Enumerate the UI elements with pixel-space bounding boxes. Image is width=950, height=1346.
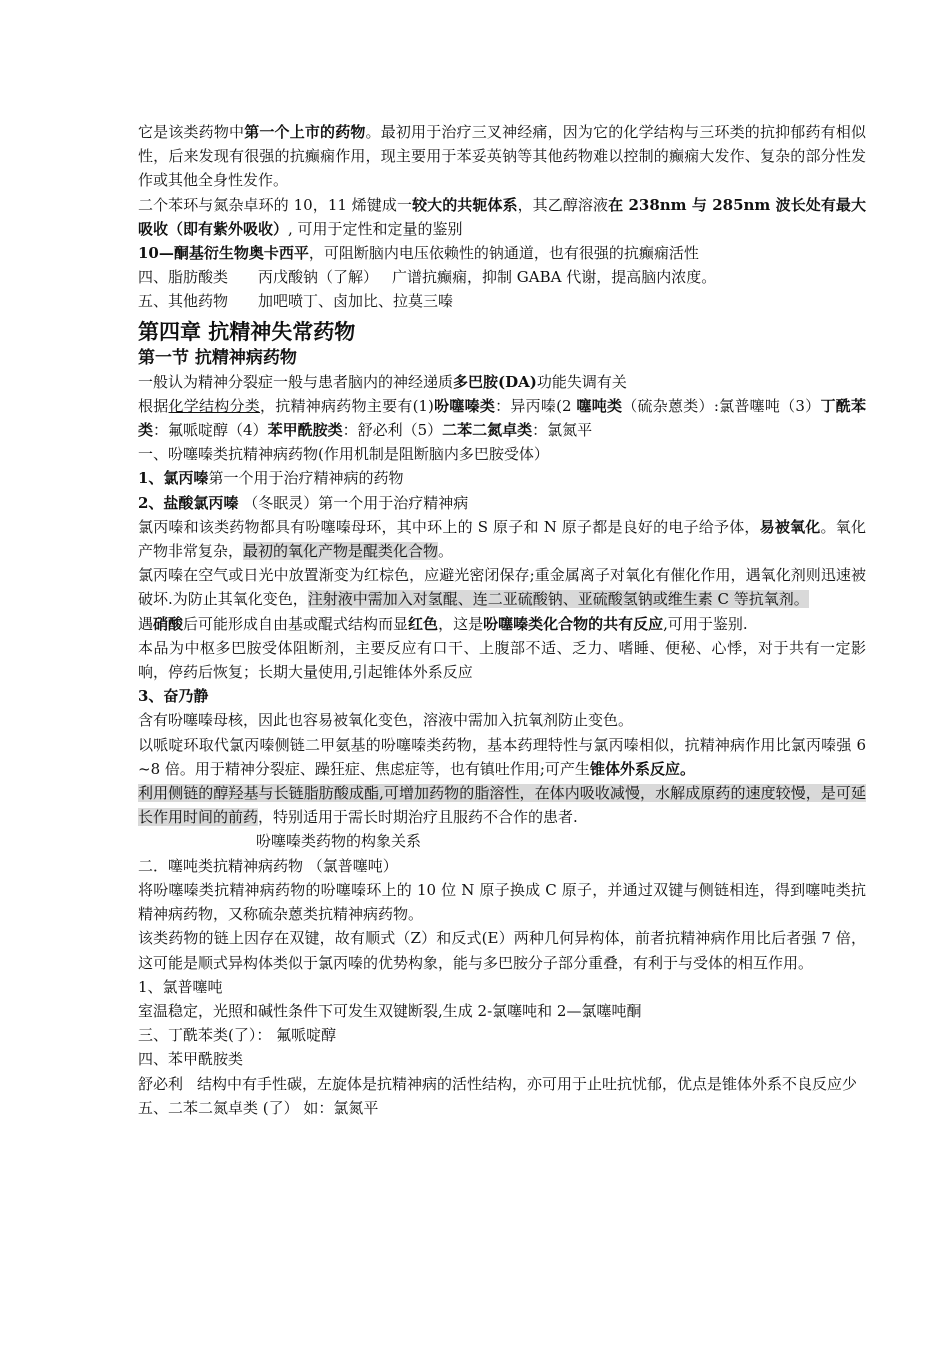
emphasis: 10—酮基衍生物奥卡西平	[138, 244, 309, 263]
item-perphenazine: 3、奋乃静	[138, 687, 209, 706]
section-title: 第一节 抗精神病药物	[138, 347, 297, 368]
paragraph-perphenazine-core: 含有吩噻嗪母核，因此也容易被氧化变色，溶液中需加入抗氧剂防止变色。	[138, 711, 634, 730]
paragraph-other-drugs: 五、其他药物 加吧喷丁、卤加比、拉莫三嗪	[138, 292, 454, 311]
paragraph-thioxanthene-structure: 将吩噻嗪类抗精神病药物的吩噻嗪环上的 10 位 N 原子换成 C 原子，并通过双键与侧链相连，得到噻吨类抗精神病药物，又称硫杂蒽类抗精神病药物。	[138, 880, 866, 924]
paragraph-conjugated-system: 二个苯环与氮杂卓环的 10，11 烯键成一较大的共轭体系，其乙醇溶液在 238nm 与 285nm 波长处有最大吸收（即有紫外吸收）, 可用于定性和定量的鉴别	[138, 195, 866, 238]
paragraph-storage: 氯丙嗪在空气或日光中放置渐变为红棕色，应避光密闭保存;重金属离子对氧化有催化作用，遇氧化剂则迅速被破坏.为防止其氧化变色，注射液中需加入对氢醌、连二亚硫酸钠、亚硫酸氢钠或维生素 C 等抗氧剂。	[138, 566, 866, 609]
underlined-text: 化学结构分类	[168, 396, 261, 415]
heading-phenothiazines: 一、吩噻嗪类抗精神病药物(作用机制是阻断脑内多巴胺受体）	[138, 445, 549, 464]
paragraph-nitric-acid: 遇硝酸后可能形成自由基或醌式结构而显红色，这是吩噻嗪类化合物的共有反应,可用于鉴别.	[138, 614, 748, 633]
emphasis: 较大的共轭体系	[412, 195, 518, 214]
item-chlorprothixene: 1、氯普噻吨	[138, 977, 223, 996]
paragraph-perphenazine-pharmacology: 以哌啶环取代氯丙嗪侧链二甲氨基的吩噻嗪类药物，基本药理特性与氯丙嗪相似，抗精神病作用比氯丙嗪强 6~8 倍。用于精神分裂症、躁狂症、焦虑症等，也有镇吐作用;可产生锥体外系反应。	[138, 735, 866, 778]
emphasis: 多巴胺(DA)	[453, 372, 537, 391]
paragraph-fatty-acids: 四、脂肪酸类 丙戊酸钠（了解） 广谱抗癫痫，抑制 GABA 代谢，提高脑内浓度。	[138, 268, 717, 287]
heading-benzamides: 四、苯甲酰胺类	[138, 1050, 244, 1069]
emphasis: 在 238nm 与 285nm 波长处有最大吸收（即有紫外吸收）	[138, 195, 866, 238]
highlighted-text: 最初的氧化产物是醌类化合物	[243, 542, 439, 561]
paragraph-side-effects: 本品为中枢多巴胺受体阻断剂，主要反应有口干、上腹部不适、乏力、嗜睡、便秘、心悸，对于共有一定影响，停药后恢复；长期大量使用,引起锥体外系反应	[138, 638, 866, 682]
paragraph-prodrug: 利用侧链的醇羟基与长链脂肪酸成酯,可增加药物的脂溶性，在体内吸收减慢，水解成原药的速度较慢，是可延长作用时间的前药，特别适用于需长时期治疗且服药不合作的患者.	[138, 784, 866, 827]
highlighted-text: 利用侧链的醇羟基与长链脂肪酸成酯,可增加药物的脂溶性，在体内吸收减慢，水解成原药的速度较慢，是可延长作用时间的前药	[138, 784, 866, 827]
paragraph-carbamazepine-intro: 它是该类药物中第一个上市的药物。最初用于治疗三叉神经痛，因为它的化学结构与三环类的抗抑郁药有相似性，后来发现有很强的抗癫痫作用，现主要用于苯妥英钠等其他药物难以控制的癫痫大发作、复杂的部分性发作或其他全身性发作。	[138, 123, 866, 190]
paragraph-dopamine: 一般认为精神分裂症一般与患者脑内的神经递质多巴胺(DA)功能失调有关	[138, 372, 627, 391]
heading-butyrophenones: 三、丁酰苯类(了）： 氟哌啶醇	[138, 1026, 337, 1045]
paragraph-oxcarbazepine: 10—酮基衍生物奥卡西平，可阻断脑内电压依赖性的钠通道，也有很强的抗癫痫活性	[138, 244, 699, 263]
heading-thioxanthenes: 二．噻吨类抗精神病药物 （氯普噻吨）	[138, 856, 398, 875]
caption-conformation: 吩噻嗪类药物的构象关系	[256, 832, 422, 851]
paragraph-sulpiride: 舒必利 结构中有手性碳，左旋体是抗精神病的活性结构，亦可用于止吐抗忧郁，优点是锥体外系不良反应少	[138, 1074, 858, 1093]
highlighted-text: 注射液中需加入对氢醌、连二亚硫酸钠、亚硫酸氢钠或维生素 C 等抗氧剂。	[307, 590, 809, 609]
emphasis: 第一个上市的药物	[244, 123, 366, 141]
document-page	[138, 120, 866, 1120]
chapter-title: 第四章 抗精神失常药物	[138, 318, 356, 344]
item-chlorpromazine-hcl: 2、盐酸氯丙嗪 （冬眠灵）第一个用于治疗精神病	[138, 493, 469, 512]
paragraph-isomers: 该类药物的链上因存在双键，故有顺式（Z）和反式(E）两种几何异构体，前者抗精神病作用比后者强 7 倍，这可能是顺式异构体类似于氯丙嗪的优势构象，能与多巴胺分子部分重叠，有利于与受体的相互作用。	[138, 929, 866, 972]
heading-dibenzodiazepines: 五、二苯二氮卓类 (了） 如：氯氮平	[138, 1098, 379, 1117]
paragraph-classification: 根据化学结构分类，抗精神病药物主要有(1)吩噻嗪类：异丙嗪(2 噻吨类（硫杂蒽类）:氯普噻吨（3）丁酰苯类：氟哌啶醇（4）苯甲酰胺类：舒必利（5）二苯二氮卓类：氯氮平	[138, 396, 866, 440]
paragraph-stability: 室温稳定，光照和碱性条件下可发生双键断裂,生成 2-氯噻吨和 2—氯噻吨酮	[138, 1001, 642, 1020]
paragraph-oxidation: 氯丙嗪和该类药物都具有吩噻嗪母环，其中环上的 S 原子和 N 原子都是良好的电子给予体，易被氧化。氧化产物非常复杂，最初的氧化产物是醌类化合物。	[138, 517, 866, 561]
item-chlorpromazine: 1、氯丙嗪第一个用于治疗精神病的药物	[138, 469, 404, 488]
